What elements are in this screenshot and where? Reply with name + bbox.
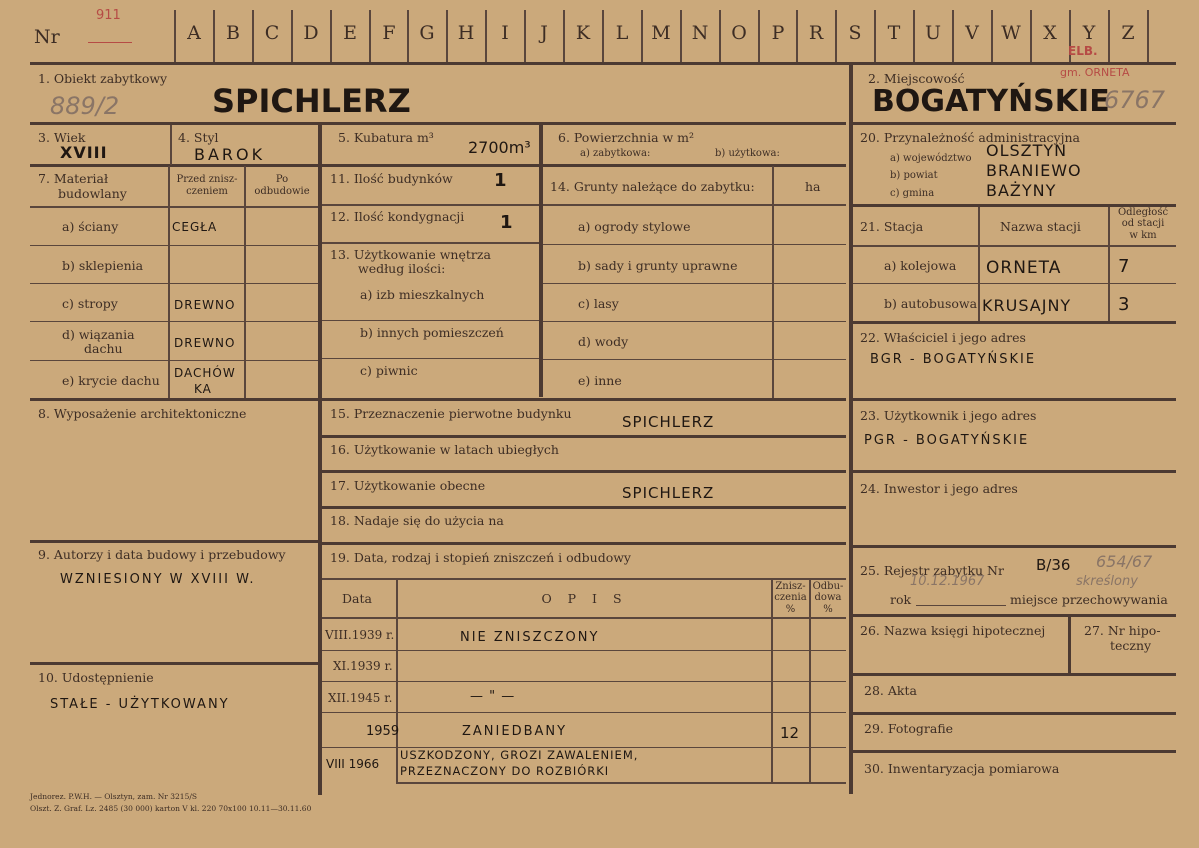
header-rule — [30, 62, 1176, 65]
material-col-line-2 — [244, 166, 246, 398]
rule-28-29 — [853, 712, 1176, 715]
damage-destr-head-2: czenia — [774, 592, 807, 603]
index-letter: K — [575, 22, 591, 44]
register-value: B/36 — [1036, 556, 1071, 574]
admin-label: 20. Przynależność administracyjna — [860, 130, 1080, 145]
material-after-head-2: odbudowie — [254, 186, 310, 197]
building-count-value: 1 — [494, 170, 508, 191]
mortgage-number-label: 27. Nr hipo- — [1084, 623, 1161, 638]
index-letter: J — [540, 22, 548, 44]
material-walls-value: CEGŁA — [172, 220, 218, 234]
rule-17-18 — [322, 506, 846, 509]
damage-label: 19. Data, rodzaj i stopień zniszczeń i odbudowy — [330, 550, 631, 565]
material-label: 7. Materiał — [38, 171, 109, 186]
damage-desc-head: O P I S — [541, 591, 628, 606]
rule-8-9 — [30, 540, 318, 543]
index-letter: S — [848, 22, 862, 44]
voivodeship-value: OLSZTYN — [986, 141, 1068, 160]
damage-row-4-desc: ZANIEDBANY — [462, 724, 568, 739]
voivodeship-label: a) województwo — [890, 153, 972, 164]
divider-wiek-styl — [170, 125, 172, 165]
index-letter: I — [501, 22, 509, 44]
user-label: 23. Użytkownik i jego adres — [860, 408, 1037, 423]
rule-row2 — [30, 164, 846, 167]
material-roofing-value-2: KA — [194, 382, 212, 396]
damage-head-bottom — [322, 617, 846, 619]
index-letter: M — [651, 22, 671, 44]
damage-row-4-date: 1959 — [366, 724, 400, 739]
nr-value: 911 — [96, 8, 121, 23]
register-year-underline — [916, 605, 1006, 606]
material-row-line-1 — [30, 245, 318, 246]
survey-label: 30. Inwentaryzacja pomiarowa — [864, 761, 1060, 776]
damage-rebuilt-pct: % — [823, 604, 833, 615]
damage-rebuilt-head: Odbu- — [812, 581, 844, 592]
line-12-13 — [322, 242, 539, 244]
land-orchards-label: b) sady i grunty uprawne — [578, 258, 738, 273]
commune-label: c) gmina — [890, 188, 935, 199]
rule-25-26 — [853, 614, 1176, 617]
land-gardens-label: a) ogrody stylowe — [578, 219, 691, 234]
land-unit: ha — [805, 179, 821, 194]
station-col-line-2 — [1108, 207, 1110, 321]
land-row-line-4 — [543, 359, 846, 360]
damage-row-4-destr: 12 — [780, 724, 800, 742]
index-letter: T — [887, 22, 901, 44]
damage-row-1-desc: NIE ZNISZCZONY — [460, 630, 600, 645]
divider-26-27 — [1068, 617, 1071, 675]
locality-label: 2. Miejscowość — [868, 71, 965, 86]
material-row-line-3 — [30, 321, 318, 322]
station-label: 21. Stacja — [860, 219, 924, 234]
damage-destr-pct: % — [785, 604, 796, 615]
material-before-head: Przed znisz- — [176, 174, 238, 185]
rule-right-row1 — [853, 122, 1176, 125]
damage-row-1-date: VIII.1939 r. — [325, 628, 395, 642]
index-letter: W — [1001, 22, 1021, 44]
col-divider-mid — [539, 125, 543, 397]
mortgage-number-label-2: teczny — [1110, 638, 1152, 653]
register-pencil-number: 654/67 — [1096, 552, 1153, 571]
index-letter: U — [924, 22, 941, 44]
material-col-line-1 — [168, 166, 170, 398]
material-after-head: Po — [275, 174, 289, 185]
station-row-line — [853, 283, 1176, 284]
access-value: STAŁE - UŻYTKOWANY — [50, 697, 230, 712]
object-value: SPICHLERZ — [212, 82, 411, 120]
land-row-line-3 — [543, 321, 846, 322]
damage-row-line-2 — [322, 681, 846, 682]
interior-use-label: 13. Użytkowanie wnętrza — [330, 247, 491, 262]
building-count-label: 11. Ilość budynków — [330, 171, 453, 186]
damage-row-5-date: VIII 1966 — [326, 757, 380, 771]
rule-21-22 — [853, 321, 1176, 324]
land-row-line-2 — [543, 283, 846, 284]
register-year-label: rok — [890, 592, 912, 607]
material-roof-truss-value: DREWNO — [174, 336, 236, 350]
county-label: b) powiat — [890, 170, 938, 181]
rule-23-24 — [853, 470, 1176, 473]
damage-rebuilt-head-2: dowa — [814, 592, 842, 603]
rule-15-16 — [322, 435, 846, 438]
rule-18-19 — [322, 542, 846, 545]
rule-22-23 — [853, 398, 1176, 401]
damage-row-5-desc: USZKODZONY, GROZI ZAWALENIEM, — [400, 748, 639, 762]
material-label-2: budowlany — [58, 186, 127, 201]
index-letter: R — [808, 22, 824, 44]
volume-value: 2700m³ — [468, 138, 531, 157]
locality-code: 6767 — [1104, 86, 1166, 114]
photos-label: 29. Fotografie — [864, 721, 954, 736]
index-letter: Z — [1121, 22, 1135, 44]
material-vaults-label: b) sklepienia — [62, 258, 144, 273]
right-column-divider — [849, 64, 853, 794]
storeys-label: 12. Ilość kondygnacji — [330, 209, 465, 224]
style-label: 4. Styl — [178, 130, 219, 145]
land-label: 14. Grunty należące do zabytku: — [550, 179, 755, 194]
index-letter: F — [382, 22, 396, 44]
station-rail-label: a) kolejowa — [884, 258, 957, 273]
station-distance-head-2: od stacji — [1121, 218, 1165, 229]
damage-row-line-3 — [322, 712, 846, 713]
material-walls-label: a) ściany — [62, 219, 119, 234]
rule-29-30 — [853, 750, 1176, 753]
index-letter: D — [303, 22, 319, 44]
index-letter: N — [691, 22, 709, 44]
material-roofing-value: DACHÓW — [174, 366, 236, 380]
land-forests-label: c) lasy — [578, 296, 619, 311]
index-letter: B — [226, 22, 240, 44]
investor-label: 24. Inwestor i jego adres — [860, 481, 1018, 496]
object-label: 1. Obiekt zabytkowy — [38, 71, 168, 86]
material-roof-truss-label: d) wiązania — [62, 327, 135, 342]
county-value: BRANIEWO — [986, 161, 1082, 180]
stamp-elb: ELB. — [1068, 44, 1098, 58]
rule-row1 — [30, 122, 846, 125]
damage-row-3-date: XII.1945 r. — [328, 691, 393, 705]
damage-row-3-desc: — " — — [470, 689, 516, 704]
area-usable-label: b) użytkowa: — [715, 148, 780, 159]
material-row-line-4 — [30, 360, 318, 361]
authors-label: 9. Autorzy i data budowy i przebudowy — [38, 547, 286, 562]
original-purpose-label: 15. Przeznaczenie pierwotne budynku — [330, 406, 572, 421]
line-11-12 — [322, 204, 539, 206]
material-row-line-0 — [30, 206, 318, 208]
current-use-value: SPICHLERZ — [622, 484, 715, 502]
damage-head-top — [322, 578, 846, 580]
land-row-line-1 — [543, 244, 846, 245]
suitable-for-label: 18. Nadaje się do użycia na — [330, 513, 504, 528]
material-ceilings-value: DREWNO — [174, 298, 236, 312]
register-place-label: miejsce przechowywania — [1010, 592, 1168, 607]
register-deleted-note: skreślony — [1076, 574, 1138, 589]
access-label: 10. Udostępnienie — [38, 670, 154, 685]
area-label: 6. Powierzchnia w m² — [558, 130, 695, 145]
printer-line-2: Olszt. Z. Graf. Lz. 2485 (30 000) karton V kl. 220 70x100 10.11—30.11.60 — [30, 804, 312, 813]
damage-row-5-desc-2: PRZEZNACZONY DO ROZBIÓRKI — [400, 764, 610, 778]
user-value: PGR - BOGATYŃSKIE — [864, 433, 1030, 448]
material-row-line-2 — [30, 283, 318, 284]
interior-cellar-label: c) piwnic — [360, 363, 418, 378]
interior-use-label-2: według ilości: — [358, 261, 446, 276]
current-use-label: 17. Użytkowanie obecne — [330, 478, 486, 493]
material-roofing-label: e) krycie dachu — [62, 373, 160, 388]
authors-value: WZNIESIONY W XVIII W. — [60, 572, 256, 587]
stamp-gmina: gm. ORNETA — [1060, 66, 1130, 79]
index-letter: E — [343, 22, 357, 44]
past-use-label: 16. Użytkowanie w latach ubiegłych — [330, 442, 559, 457]
interior-other-label: b) innych pomieszczeń — [360, 325, 504, 340]
line-13-a — [322, 320, 539, 321]
land-col-line — [772, 166, 774, 398]
station-rail-name: ORNETA — [986, 258, 1062, 278]
station-bus-name: KRUSAJNY — [982, 296, 1072, 315]
century-label: 3. Wiek — [38, 130, 86, 145]
damage-row-2-date: XI.1939 r. — [333, 659, 393, 673]
station-distance-head: Odległość — [1117, 207, 1169, 218]
century-value: XVIII — [60, 143, 108, 162]
station-bus-label: b) autobusowa — [884, 296, 978, 311]
rule-27-28 — [853, 673, 1176, 676]
index-letter: G — [419, 22, 435, 44]
damage-date-head: Data — [342, 591, 372, 606]
volume-label: 5. Kubatura m³ — [338, 130, 434, 145]
owner-label: 22. Właściciel i jego adres — [860, 330, 1026, 345]
land-row-line-0 — [543, 204, 846, 206]
damage-destr-head: Znisz- — [775, 581, 806, 592]
index-letter: O — [731, 22, 747, 44]
index-letter: V — [965, 22, 979, 44]
land-waters-label: d) wody — [578, 334, 629, 349]
index-letter: X — [1043, 22, 1057, 44]
register-label: 25. Rejestr zabytku Nr — [860, 563, 1004, 578]
original-purpose-value: SPICHLERZ — [622, 413, 715, 431]
index-letter: H — [457, 22, 475, 44]
arch-equipment-label: 8. Wyposażenie architektoniczne — [38, 406, 247, 421]
rule-16-17 — [322, 470, 846, 473]
damage-row-line-1 — [322, 650, 846, 651]
printer-line-1: Jednorez. P.W.H. — Olsztyn, zam. Nr 3215/S — [30, 792, 198, 801]
locality-value: BOGATYŃSKIE — [872, 84, 1110, 119]
index-letter: L — [615, 22, 629, 44]
index-letter: Y — [1082, 22, 1096, 44]
interior-dwelling-label: a) izb mieszkalnych — [360, 287, 485, 302]
index-letter: P — [771, 22, 785, 44]
index-letter: C — [264, 22, 280, 44]
line-13-b — [322, 358, 539, 359]
station-name-head: Nazwa stacji — [1000, 219, 1081, 234]
station-head-line — [853, 245, 1176, 247]
station-rail-distance: 7 — [1118, 256, 1131, 277]
rule-24-25 — [853, 545, 1176, 548]
land-other-label: e) inne — [578, 373, 622, 388]
commune-value: BAŻYNY — [986, 181, 1057, 200]
letter-separator — [1147, 10, 1149, 62]
area-historic-label: a) zabytkowa: — [580, 148, 651, 159]
station-col-line-1 — [978, 207, 980, 321]
station-distance-head-3: w km — [1129, 230, 1157, 241]
rule-row-lower — [30, 398, 846, 401]
nr-label: Nr — [34, 26, 60, 48]
station-bus-distance: 3 — [1118, 294, 1131, 315]
material-before-head-2: czeniem — [186, 186, 228, 197]
mortgage-book-label: 26. Nazwa księgi hipotecznej — [860, 623, 1046, 638]
material-ceilings-label: c) stropy — [62, 296, 118, 311]
style-value: BAROK — [194, 145, 266, 164]
files-label: 28. Akta — [864, 683, 917, 698]
storeys-value: 1 — [500, 212, 514, 233]
owner-value: BGR - BOGATYŃSKIE — [870, 352, 1037, 367]
damage-bottom-line — [396, 782, 846, 784]
rule-9-10 — [30, 662, 318, 665]
col-divider-left — [318, 125, 322, 795]
index-letter: A — [187, 22, 201, 44]
register-date: 10.12.1967 — [910, 574, 985, 589]
nr-red-underline — [88, 42, 132, 43]
material-roof-truss-label-2: dachu — [84, 341, 123, 356]
object-number: 889/2 — [50, 92, 120, 120]
